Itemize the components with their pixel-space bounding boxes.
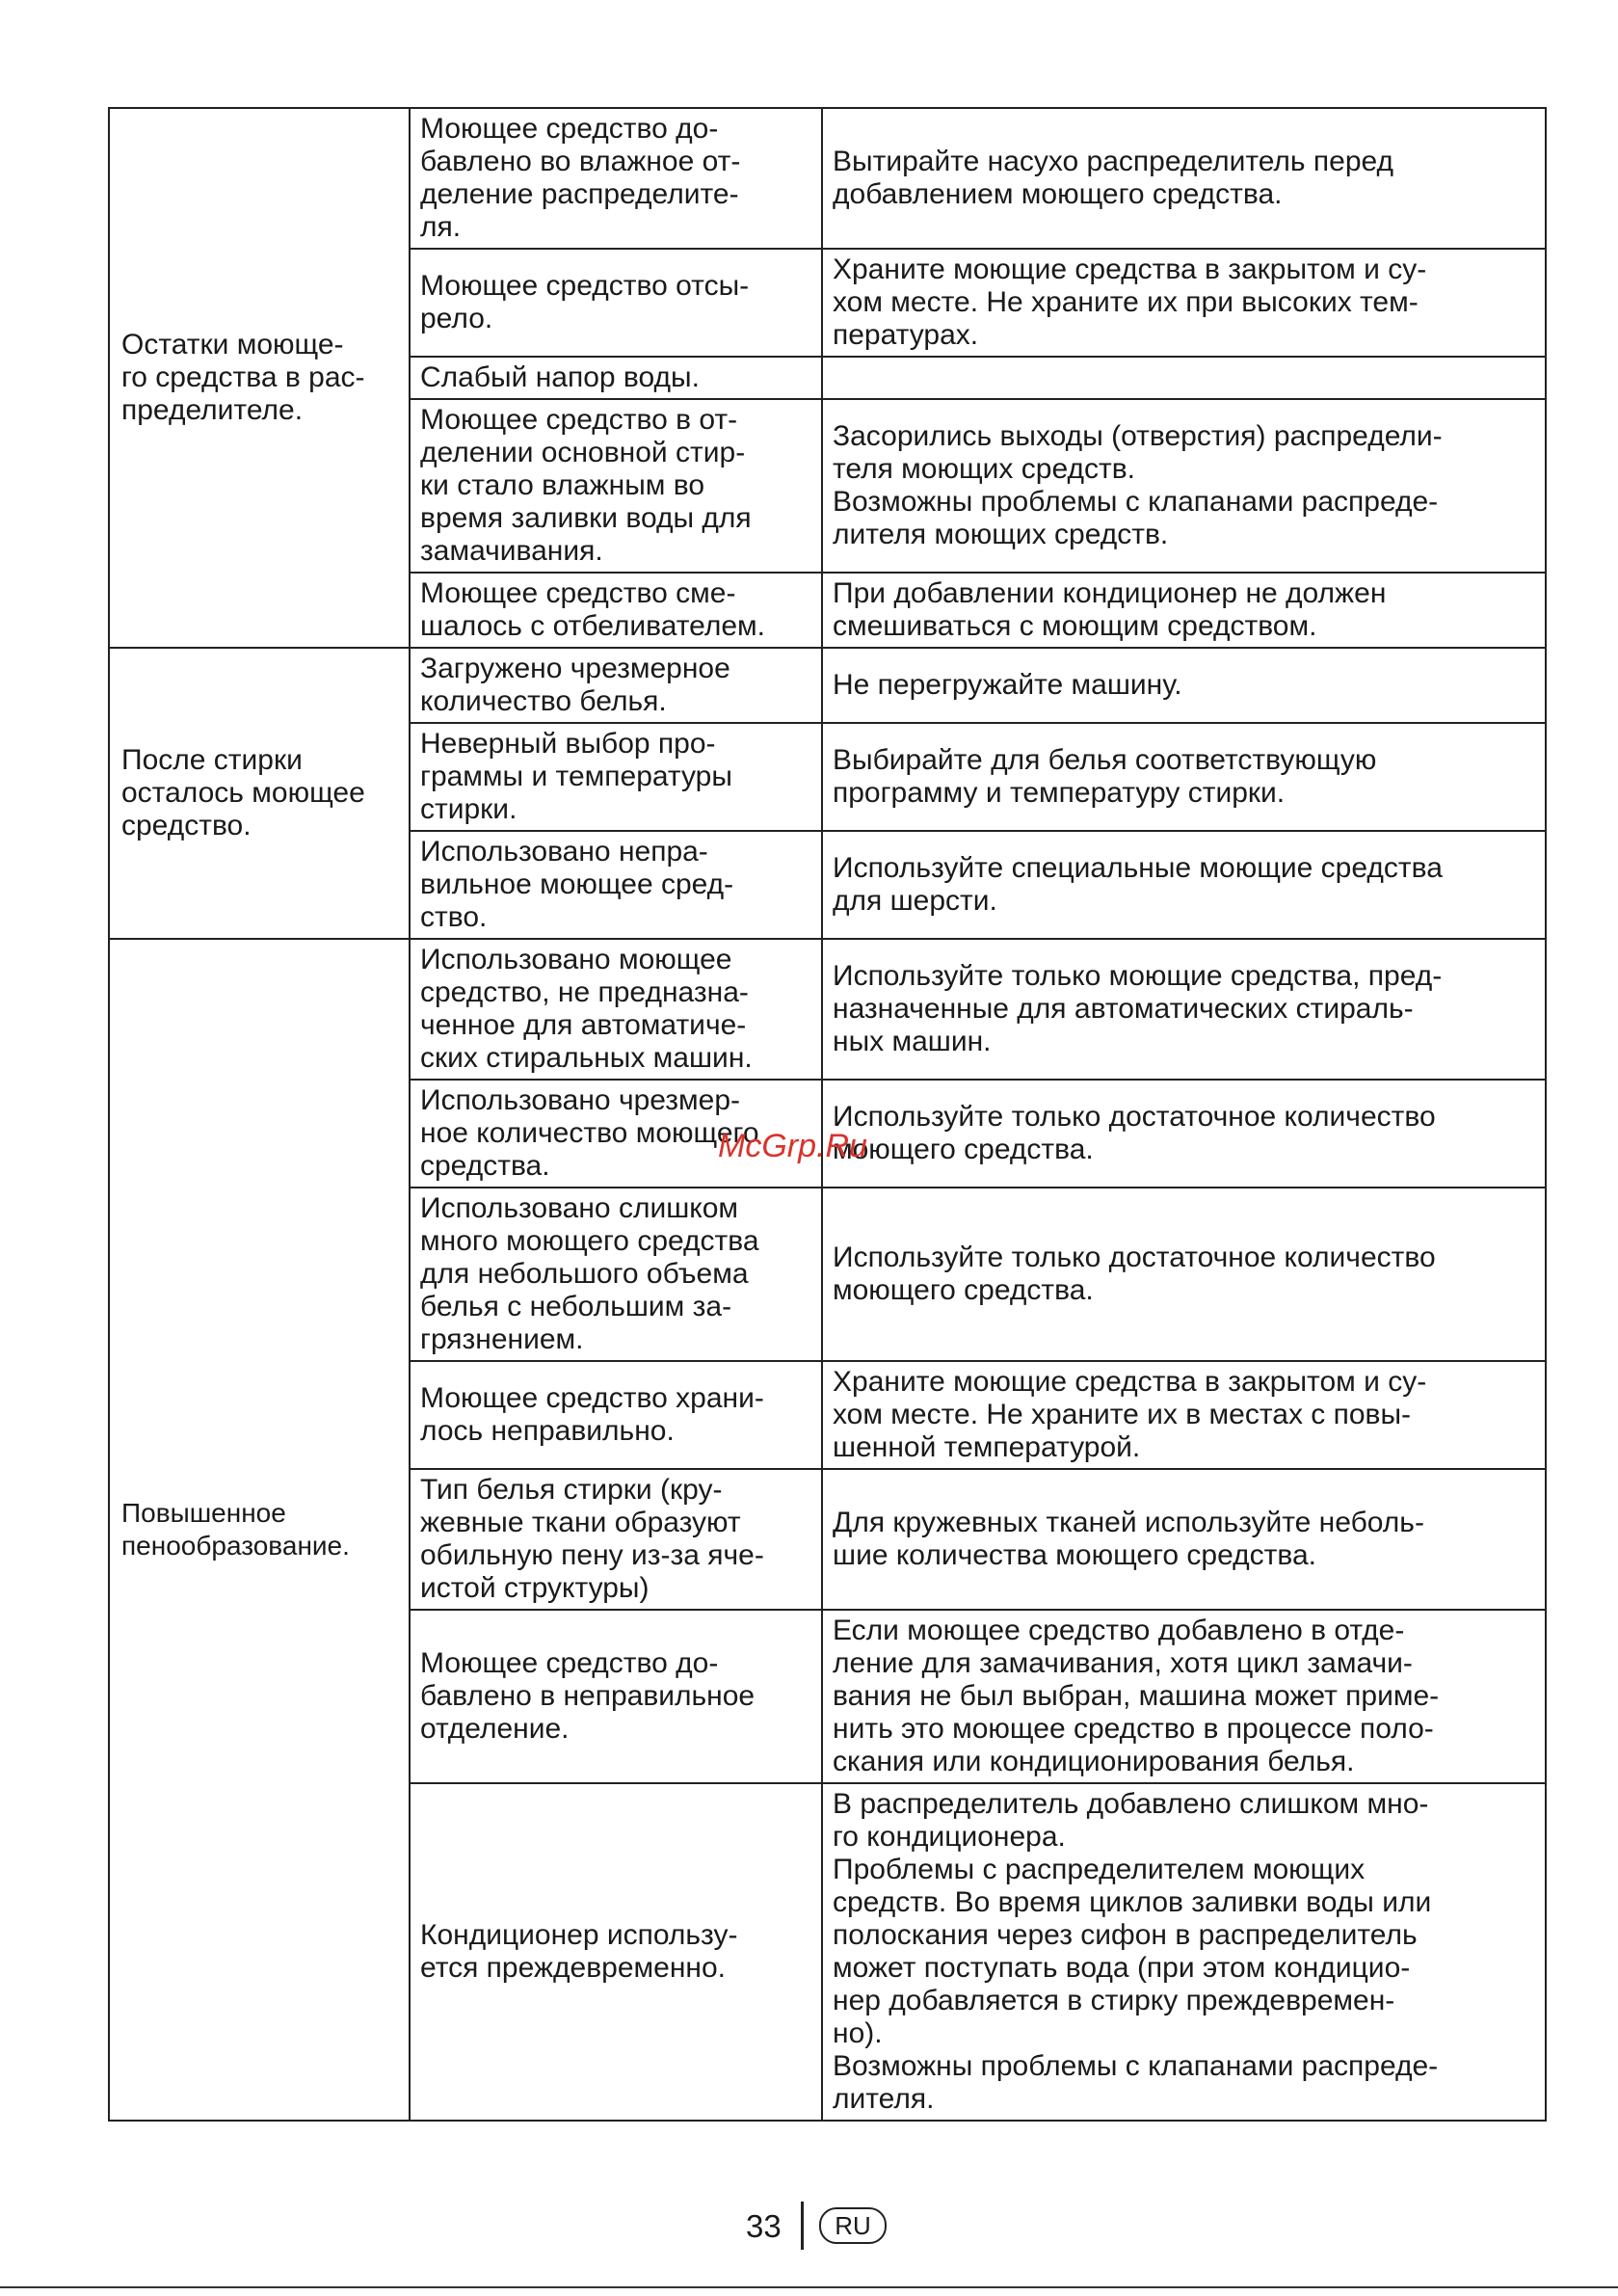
solution-cell: [822, 357, 1546, 399]
cause-cell: Тип белья стирки (кру- жевные ткани образуют обильную пену из-за яче- истой структуры): [410, 1469, 822, 1610]
solution-cell: Используйте специальные моющие средства для шерсти.: [822, 831, 1546, 939]
problem-cell: Повышенное пенообразование.: [109, 939, 410, 2121]
table-row: [109, 939, 1546, 1080]
cause-cell: Кондиционер использу- ется преждевременно.: [410, 1783, 822, 2121]
cause-cell: Использовано непра- вильное моющее сред- ство.: [410, 831, 822, 939]
cause-cell: Слабый напор воды.: [410, 357, 822, 399]
solution-cell: Вытирайте насухо распределитель перед добавлением моющего средства.: [822, 108, 1546, 249]
page-number: 33: [746, 2208, 782, 2244]
page-footer: [0, 2207, 1618, 2246]
table-row: [109, 108, 1546, 249]
solution-cell: Храните моющие средства в закрытом и су- хом месте. Не храните их в местах с повы- шенной температурой.: [822, 1361, 1546, 1469]
bottom-rule: [0, 2286, 1618, 2288]
cause-cell: Использовано слишком много моющего средства для небольшого объема белья с небольшим за- грязнением.: [410, 1188, 822, 1361]
solution-cell: В распределитель добавлено слишком мно- го кондиционера. Проблемы с распределителем моющих средств. Во время циклов заливки воды или полоскания через сифон в распределитель может поступать вода (при этом кондицио- нер добавляется в стирку преждевремен- но). Возможны проблемы с клапанами распреде- лителя.: [822, 1783, 1546, 2121]
language-badge: RU: [819, 2207, 887, 2244]
watermark: McGrp.Ru: [718, 1128, 867, 1164]
table-row: [109, 648, 1546, 723]
solution-cell: Храните моющие средства в закрытом и су- хом месте. Не храните их при высоких тем- пературах.: [822, 249, 1546, 357]
cause-cell: Моющее средство до- бавлено во влажное от- деление распределите- ля.: [410, 108, 822, 249]
solution-cell: Используйте только моющие средства, пред- назначенные для автоматических стираль- ных машин.: [822, 939, 1546, 1080]
solution-cell: Засорились выходы (отверстия) распредели- теля моющих средств. Возможны проблемы с клапанами распреде- лителя моющих средств.: [822, 399, 1546, 573]
solution-cell: Не перегружайте машину.: [822, 648, 1546, 723]
problem-cell: Остатки моюще- го средства в рас- пределителе.: [109, 108, 410, 648]
cause-cell: Использовано чрезмер- ное количество моющего средства.: [410, 1080, 822, 1188]
solution-cell: Если моющее средство добавлено в отде- ление для замачивания, хотя цикл замачи- вания не был выбран, машина может приме- нить это моющее средство в процессе поло- скания или кондиционирования белья.: [822, 1610, 1546, 1783]
cause-cell: Моющее средство до- бавлено в неправильное отделение.: [410, 1610, 822, 1783]
cause-cell: Использовано моющее средство, не предназна- ченное для автоматиче- ских стиральных машин.: [410, 939, 822, 1080]
troubleshooting-table: [108, 107, 1547, 2122]
cause-cell: Загружено чрезмерное количество белья.: [410, 648, 822, 723]
footer-divider: [801, 2202, 804, 2250]
table-body: [109, 108, 1546, 2121]
solution-cell: Используйте только достаточное количество моющего средства.: [822, 1188, 1546, 1361]
solution-cell: При добавлении кондиционер не должен смешиваться с моющим средством.: [822, 573, 1546, 648]
solution-cell: Выбирайте для белья соответствующую программу и температуру стирки.: [822, 723, 1546, 831]
cause-cell: Неверный выбор про- граммы и температуры стирки.: [410, 723, 822, 831]
solution-cell: Используйте только достаточное количество моющего средства.: [822, 1080, 1546, 1188]
cause-cell: Моющее средство отсы- рело.: [410, 249, 822, 357]
cause-cell: Моющее средство в от- делении основной стир- ки стало влажным во время заливки воды для замачивания.: [410, 399, 822, 573]
problem-cell: После стирки осталось моющее средство.: [109, 648, 410, 939]
solution-cell: Для кружевных тканей используйте неболь- шие количества моющего средства.: [822, 1469, 1546, 1610]
cause-cell: Моющее средство храни- лось неправильно.: [410, 1361, 822, 1469]
cause-cell: Моющее средство сме- шалось с отбеливателем.: [410, 573, 822, 648]
